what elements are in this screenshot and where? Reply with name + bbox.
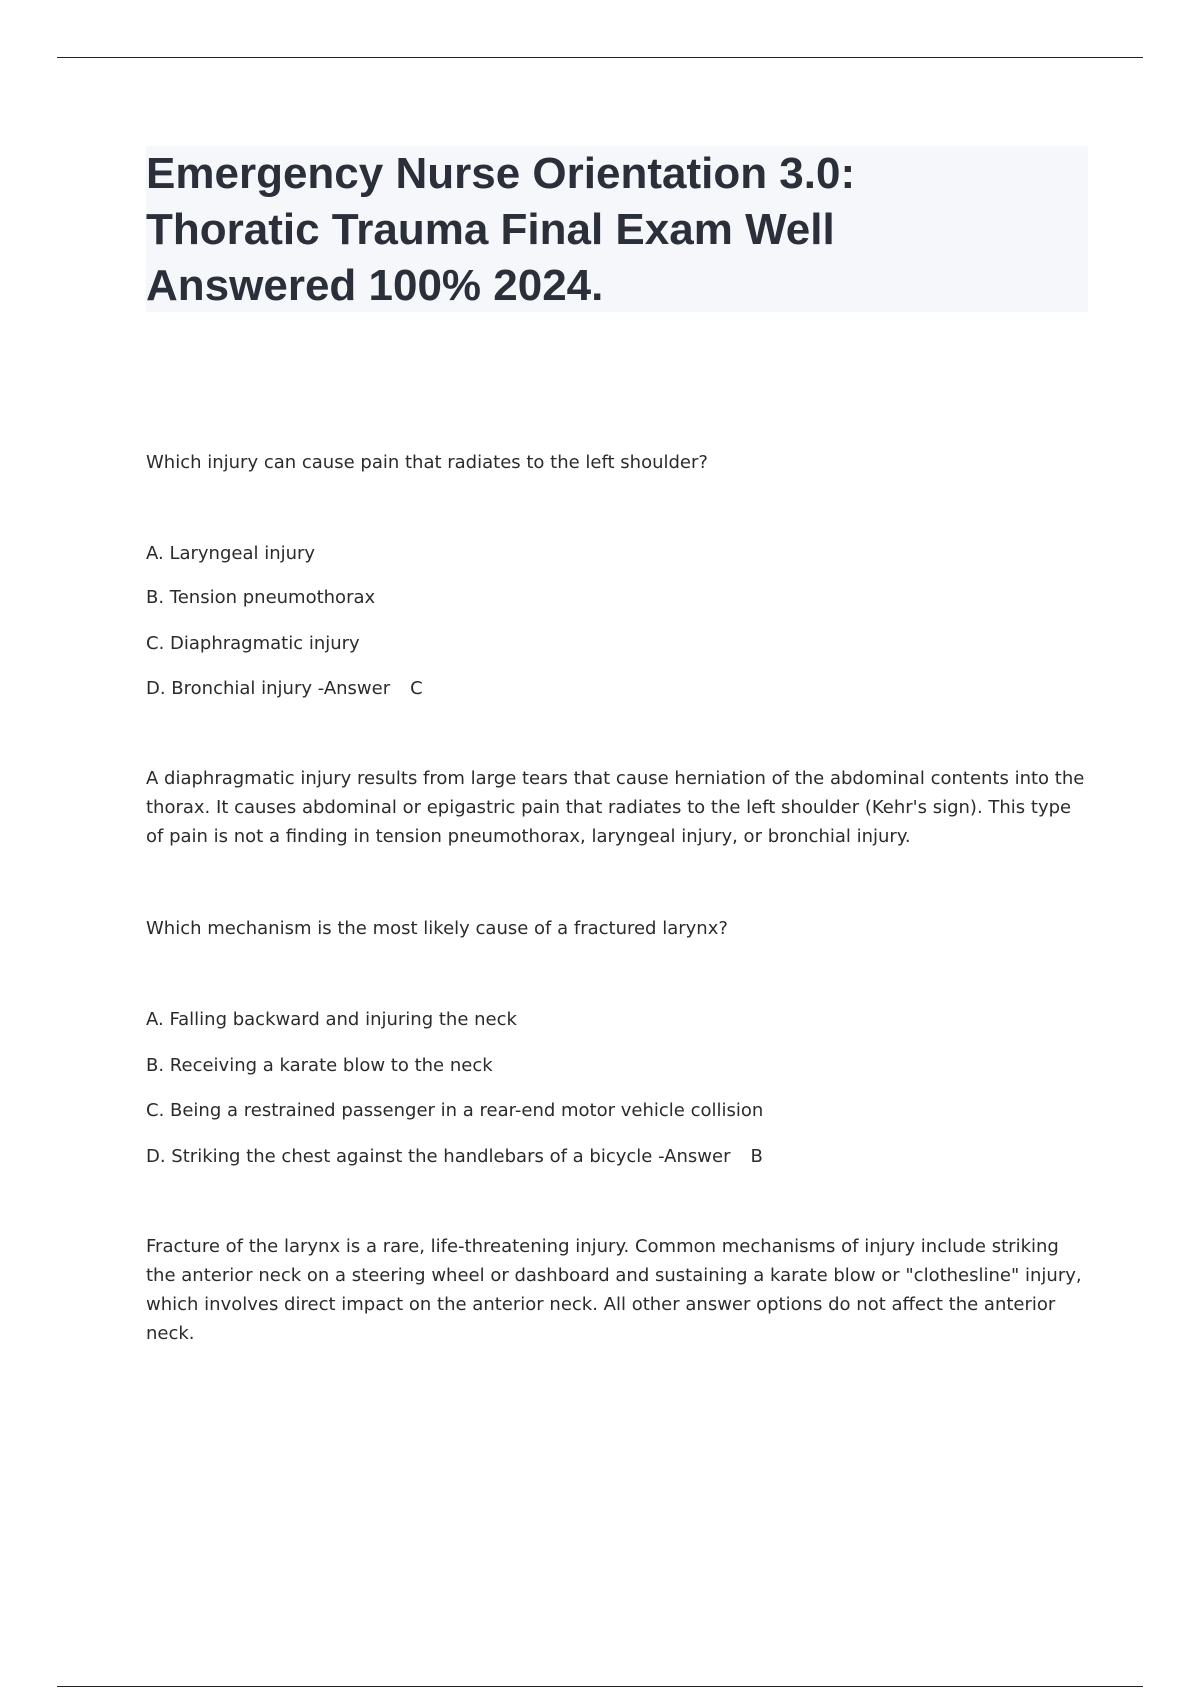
question-2-option-d-text: D. Striking the chest against the handlebars of a bicycle -Answer bbox=[146, 1146, 731, 1167]
question-1-option-a: A. Laryngeal injury bbox=[146, 543, 316, 564]
question-2-option-d bbox=[146, 1146, 763, 1168]
question-2-option-a: A. Falling backward and injuring the neck bbox=[146, 1009, 517, 1030]
question-2-text: Which mechanism is the most likely cause of a fractured larynx? bbox=[146, 918, 728, 939]
question-1-rationale: A diaphragmatic injury results from large tears that cause herniation of the abdominal contents into the thorax. It causes abdominal or epigastric pain that radiates to the left shoulder (Kehr's sign). This type of pain is not a finding in tension pneumothorax, laryngeal injury, or bronchial injury. bbox=[146, 768, 1085, 847]
question-1-option-c: C. Diaphragmatic injury bbox=[146, 633, 360, 654]
question-1-text: Which injury can cause pain that radiates to the left shoulder? bbox=[146, 452, 708, 473]
question-1-answer: C bbox=[410, 678, 423, 699]
question-2-rationale: Fracture of the larynx is a rare, life-threatening injury. Common mechanisms of injury include striking the anterior neck on a steering wheel or dashboard and sustaining a karate blow or "clothesline" injury, which involves direct impact on the anterior neck. All other answer options do not affect the anterior neck. bbox=[146, 1236, 1082, 1344]
document-title: Emergency Nurse Orientation 3.0: Thoratic Trauma Final Exam Well Answered 100% 2024. bbox=[146, 149, 856, 310]
question-1-option-d-text: D. Bronchial injury -Answer bbox=[146, 678, 391, 699]
header-rule bbox=[57, 57, 1143, 58]
question-1-option-b: B. Tension pneumothorax bbox=[146, 587, 376, 608]
question-2-option-b: B. Receiving a karate blow to the neck bbox=[146, 1055, 493, 1076]
question-1-option-d bbox=[146, 678, 423, 700]
question-2-answer: B bbox=[750, 1146, 763, 1167]
question-2-option-c: C. Being a restrained passenger in a rear-end motor vehicle collision bbox=[146, 1100, 764, 1121]
footer-rule bbox=[57, 1686, 1143, 1687]
